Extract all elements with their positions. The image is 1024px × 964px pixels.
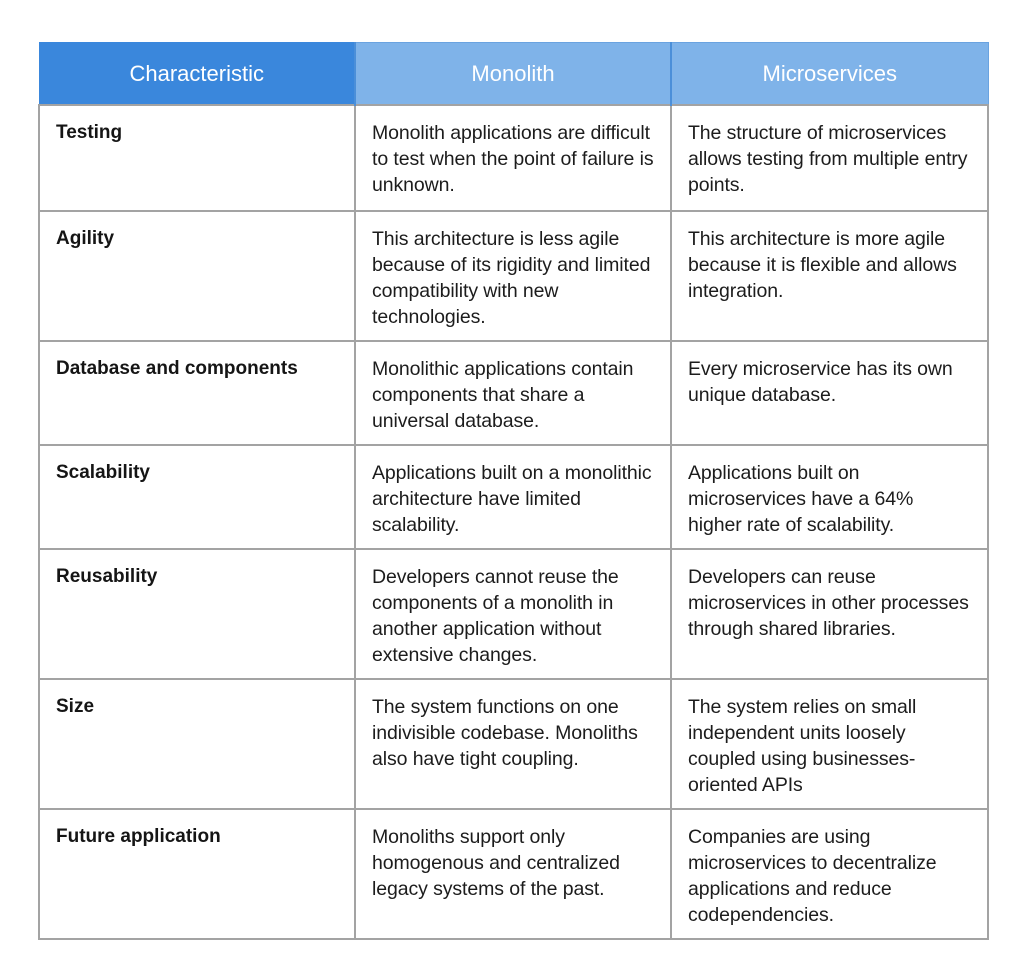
- header-monolith: Monolith: [355, 43, 671, 106]
- table-header: [39, 43, 988, 106]
- monolith-cell: Developers cannot reuse the components of a monolith in another application without extensive changes.: [355, 549, 671, 679]
- characteristic-cell: Reusability: [39, 549, 355, 679]
- header-microservices: Microservices: [671, 43, 988, 106]
- characteristic-cell: Scalability: [39, 445, 355, 549]
- monolith-cell: This architecture is less agile because of its rigidity and limited compatibility with new technologies.: [355, 211, 671, 341]
- microservices-cell: Companies are using microservices to decentralize applications and reduce codependencies.: [671, 809, 988, 939]
- microservices-cell: Every microservice has its own unique database.: [671, 341, 988, 445]
- microservices-cell: Applications built on microservices have a 64% higher rate of scalability.: [671, 445, 988, 549]
- table-body: [39, 105, 988, 939]
- characteristic-cell: Size: [39, 679, 355, 809]
- header-row: [39, 43, 988, 106]
- monolith-cell: Monolith applications are difficult to test when the point of failure is unknown.: [355, 105, 671, 211]
- characteristic-cell: Database and components: [39, 341, 355, 445]
- monolith-cell: Monolithic applications contain components that share a universal database.: [355, 341, 671, 445]
- characteristic-cell: Future application: [39, 809, 355, 939]
- table-row-agility: [39, 211, 988, 341]
- table-row-reusability: [39, 549, 988, 679]
- table-row-future-application: [39, 809, 988, 939]
- monolith-cell: The system functions on one indivisible codebase. Monoliths also have tight coupling.: [355, 679, 671, 809]
- comparison-table: [38, 42, 989, 940]
- monolith-cell: Applications built on a monolithic architecture have limited scalability.: [355, 445, 671, 549]
- table-row-testing: [39, 105, 988, 211]
- header-characteristic: Characteristic: [39, 43, 355, 106]
- characteristic-cell: Agility: [39, 211, 355, 341]
- microservices-cell: This architecture is more agile because it is flexible and allows integration.: [671, 211, 988, 341]
- table-row-size: [39, 679, 988, 809]
- microservices-cell: Developers can reuse microservices in other processes through shared libraries.: [671, 549, 988, 679]
- monolith-cell: Monoliths support only homogenous and centralized legacy systems of the past.: [355, 809, 671, 939]
- microservices-cell: The structure of microservices allows testing from multiple entry points.: [671, 105, 988, 211]
- table-row-scalability: [39, 445, 988, 549]
- microservices-cell: The system relies on small independent units loosely coupled using businesses-oriented APIs: [671, 679, 988, 809]
- table-row-database: [39, 341, 988, 445]
- characteristic-cell: Testing: [39, 105, 355, 211]
